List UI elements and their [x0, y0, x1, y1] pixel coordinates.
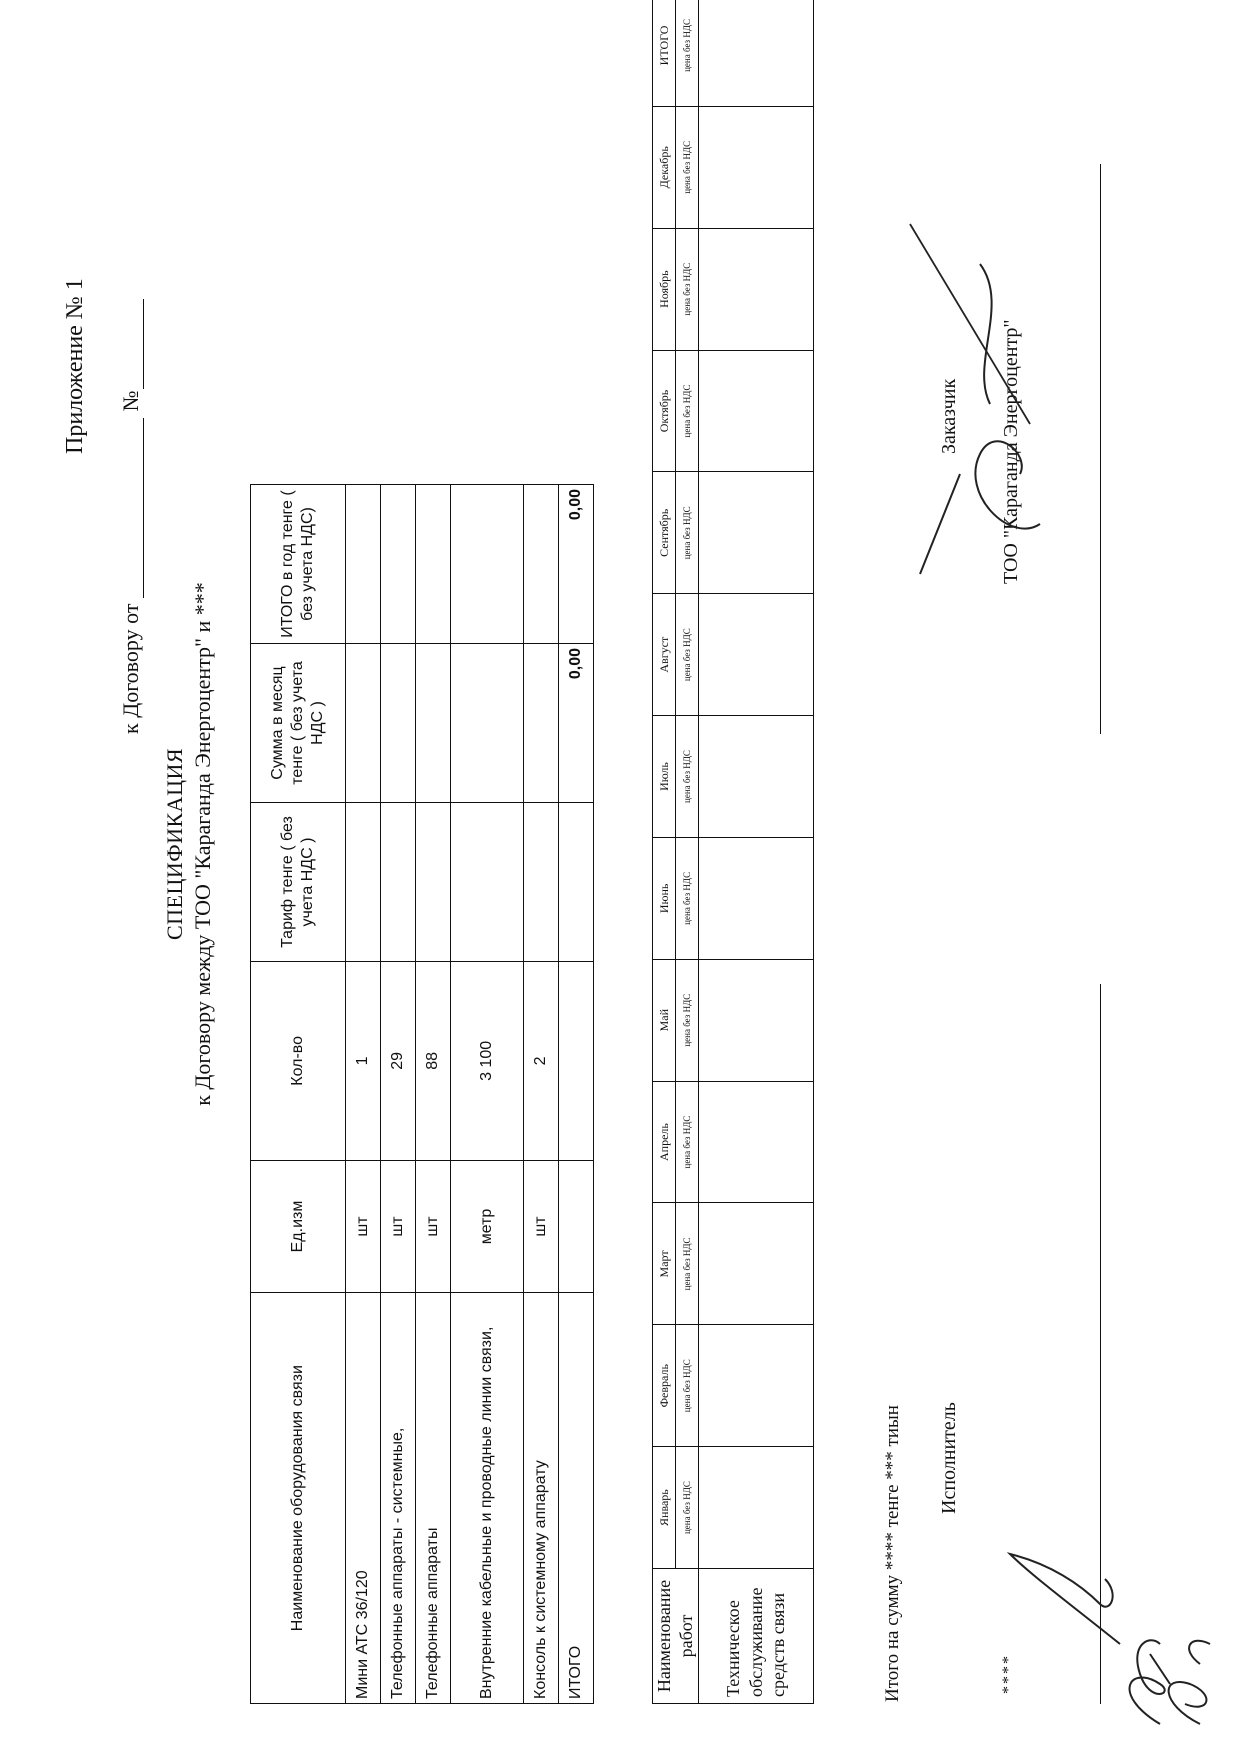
equipment-table: [250, 484, 594, 1704]
contract-number-label: №: [118, 390, 143, 412]
equipment-name: Телефонные аппараты - системные,: [381, 1293, 416, 1704]
price-subheader: цена без НДС: [676, 106, 699, 228]
customer-label: Заказчик: [938, 378, 960, 454]
month-value-cell: [699, 228, 814, 350]
total-yearly: 0,00: [559, 485, 594, 644]
table-row: [524, 485, 559, 1704]
month-header: Июль: [653, 716, 676, 838]
equipment-unit: шт: [524, 1160, 559, 1293]
price-subheader: цена без НДС: [676, 350, 699, 472]
month-value-cell: [699, 472, 814, 594]
empty-cell: [559, 962, 594, 1161]
price-subheader: цена без НДС: [676, 837, 699, 959]
table-row: [699, 0, 814, 1704]
month-header: Октябрь: [653, 350, 676, 472]
customer-organization: ТОО "Караганда Энергоцентр": [1000, 319, 1022, 584]
total-label: ИТОГО: [559, 1293, 594, 1704]
month-value-cell: [699, 1447, 814, 1569]
price-subheader: цена без НДС: [676, 716, 699, 838]
empty-cell: [559, 803, 594, 962]
equipment-qty: 88: [416, 962, 451, 1161]
monthly-works-table: [652, 0, 814, 1704]
price-subheader: цена без НДС: [676, 1325, 699, 1447]
price-subheader: цена без НДС: [676, 472, 699, 594]
months-subheader-row: [676, 0, 699, 1704]
column-header: Ед.изм: [251, 1160, 346, 1293]
equipment-unit: метр: [451, 1160, 524, 1293]
equipment-yearly: [346, 485, 381, 644]
month-value-cell: [699, 106, 814, 228]
equipment-monthly: [381, 644, 416, 803]
month-header: Май: [653, 959, 676, 1081]
contract-number-blank: [123, 299, 144, 389]
contract-reference: [118, 299, 144, 734]
price-subheader: цена без НДС: [676, 1447, 699, 1569]
month-value-cell: [699, 1203, 814, 1325]
total-monthly: 0,00: [559, 644, 594, 803]
equipment-yearly: [524, 485, 559, 644]
equipment-yearly: [416, 485, 451, 644]
equipment-monthly: [451, 644, 524, 803]
equipment-name: Внутренние кабельные и проводные линии связи,: [451, 1293, 524, 1704]
equipment-unit: шт: [346, 1160, 381, 1293]
equipment-qty: 1: [346, 962, 381, 1161]
column-header: Кол-во: [251, 962, 346, 1161]
month-header: Август: [653, 594, 676, 716]
month-value-cell: [699, 350, 814, 472]
month-header: Январь: [653, 1447, 676, 1569]
work-name-header: Наименование работ: [653, 1569, 699, 1704]
month-header: Апрель: [653, 1081, 676, 1203]
equipment-monthly: [346, 644, 381, 803]
equipment-tariff: [524, 803, 559, 962]
price-subheader: цена без НДС: [676, 1081, 699, 1203]
equipment-name: Телефонные аппараты: [416, 1293, 451, 1704]
month-header: Сентябрь: [653, 472, 676, 594]
document-title: СПЕЦИФИКАЦИЯ: [162, 747, 187, 941]
customer-signature: [900, 184, 1080, 604]
month-value-cell: [699, 716, 814, 838]
month-value-cell: [699, 959, 814, 1081]
month-header: Ноябрь: [653, 228, 676, 350]
price-subheader: цена без НДС: [676, 959, 699, 1081]
month-header: Декабрь: [653, 106, 676, 228]
contract-date-blank: [123, 418, 144, 598]
equipment-unit: шт: [416, 1160, 451, 1293]
month-header: Июнь: [653, 837, 676, 959]
month-header: ИТОГО: [653, 0, 676, 106]
total-sum-text: Итого на сумму **** тенге *** тиын: [882, 1405, 903, 1702]
month-header: Февраль: [653, 1325, 676, 1447]
month-value-cell: [699, 837, 814, 959]
equipment-yearly: [381, 485, 416, 644]
total-row: [559, 485, 594, 1704]
table-row: [346, 485, 381, 1704]
table-row: [416, 485, 451, 1704]
contract-prefix: к Договору от: [118, 603, 143, 734]
equipment-qty: 3 100: [451, 962, 524, 1161]
equipment-yearly: [451, 485, 524, 644]
equipment-tariff: [381, 803, 416, 962]
equipment-tariff: [451, 803, 524, 962]
performer-signature: [990, 1524, 1190, 1754]
equipment-monthly: [416, 644, 451, 803]
performer-name-placeholder: ****: [1000, 1654, 1017, 1694]
equipment-name: Консоль к системному аппарату: [524, 1293, 559, 1704]
price-subheader: цена без НДС: [676, 228, 699, 350]
document-subtitle: к Договору между ТОО "Караганда Энергоцентр" и ***: [190, 582, 215, 1106]
appendix-label: Приложение № 1: [62, 278, 88, 454]
equipment-tariff: [346, 803, 381, 962]
customer-signature-line: [1100, 164, 1101, 734]
equipment-qty: 29: [381, 962, 416, 1161]
column-header: ИТОГО в год тенге ( без учета НДС): [251, 485, 346, 644]
equipment-monthly: [524, 644, 559, 803]
month-value-cell: [699, 1081, 814, 1203]
column-header: Тариф тенге ( без учета НДС ): [251, 803, 346, 962]
month-value-cell: [699, 0, 814, 106]
table-row: [381, 485, 416, 1704]
empty-cell: [559, 1160, 594, 1293]
table-header-row: [251, 485, 346, 1704]
equipment-unit: шт: [381, 1160, 416, 1293]
price-subheader: цена без НДС: [676, 0, 699, 106]
equipment-qty: 2: [524, 962, 559, 1161]
work-name: Техническое обслуживание средств связи: [699, 1569, 814, 1704]
performer-label: Исполнитель: [938, 1402, 960, 1514]
equipment-tariff: [416, 803, 451, 962]
column-header: Наименование оборудования связи: [251, 1293, 346, 1704]
month-header: Март: [653, 1203, 676, 1325]
month-value-cell: [699, 1325, 814, 1447]
months-header-row: [653, 0, 676, 1704]
price-subheader: цена без НДС: [676, 594, 699, 716]
equipment-name: Мини АТС 36/120: [346, 1293, 381, 1704]
table-row: [451, 485, 524, 1704]
month-value-cell: [699, 594, 814, 716]
column-header: Сумма в месяц тенге ( без учета НДС ): [251, 644, 346, 803]
price-subheader: цена без НДС: [676, 1203, 699, 1325]
